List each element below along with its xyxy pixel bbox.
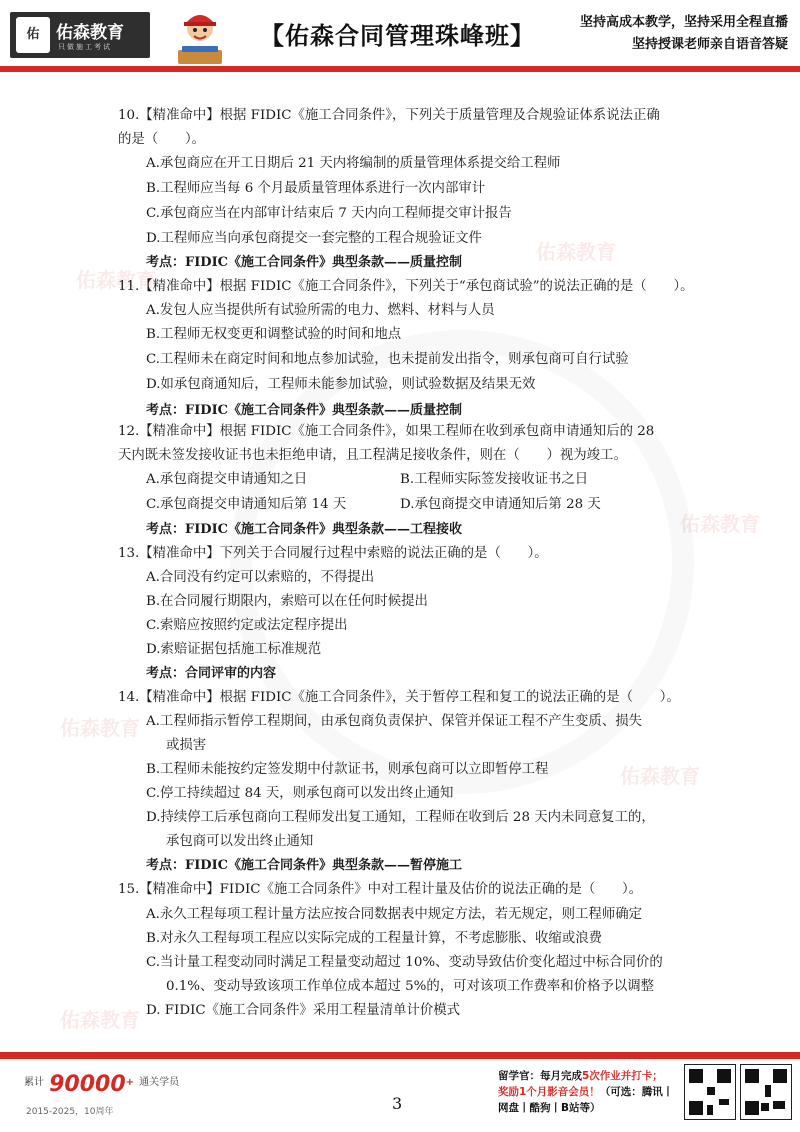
footer-divider bbox=[0, 1052, 800, 1059]
question-11-option-b: B.工程师无权变更和调整试验的时间和地点 bbox=[146, 327, 402, 342]
question-12-note: 考点：FIDIC《施工合同条件》典型条款——工程接收 bbox=[146, 522, 463, 537]
header-divider bbox=[0, 66, 800, 72]
question-10-option-c: C.承包商应当在内部审计结束后 7 天内向工程师提交审计报告 bbox=[146, 206, 512, 221]
count-value: 90000 bbox=[49, 1072, 126, 1097]
question-14-stem: 14.【精准命中】根据 FIDIC《施工合同条件》，关于暂停工程和复工的说法正确的是（ ）。 bbox=[118, 690, 680, 705]
anniversary-years: 2015-2025，10周年 bbox=[26, 1107, 114, 1117]
question-15-option-b: B.对永久工程每项工程应以实际完成的工程量计算，不考虑膨胀、收缩或浪费 bbox=[146, 931, 602, 946]
question-12-option-d: D.承包商提交申请通知后第 28 天 bbox=[400, 497, 601, 512]
question-14-option-c: C.停工持续超过 84 天，则承包商可以发出终止通知 bbox=[146, 786, 454, 801]
watermark: 佑森教育 bbox=[76, 268, 156, 292]
question-13-note: 考点：合同评审的内容 bbox=[146, 666, 277, 681]
header-slogan bbox=[580, 12, 788, 56]
page-title: 【佑森合同管理珠峰班】 bbox=[260, 22, 535, 50]
slogan-line-2: 坚持授课老师亲自语音答疑 bbox=[631, 37, 788, 52]
question-14-option-d-cont: 承包商可以发出终止通知 bbox=[166, 834, 314, 849]
count-plus: + bbox=[125, 1077, 135, 1088]
question-12-stem: 12.【精准命中】根据 FIDIC《施工合同条件》，如果工程师在收到承包商申请通知后的 28 bbox=[118, 424, 655, 439]
question-13-option-d: D.索赔证据包括施工标准规范 bbox=[146, 642, 322, 657]
question-14-option-a: A.工程师指示暂停工程期间，由承包商负责保护、保管并保证工程不产生变质、损失 bbox=[146, 714, 642, 729]
question-11-option-c: C.工程师未在商定时间和地点参加试验，也未提前发出指令，则承包商可自行试验 bbox=[146, 352, 629, 367]
question-10-stem-cont: 的是（ ）。 bbox=[118, 132, 206, 147]
question-13-stem: 13.【精准命中】下列关于合同履行过程中索赔的说法正确的是（ ）。 bbox=[118, 546, 548, 561]
question-11-stem: 11.【精准命中】根据 FIDIC《施工合同条件》，下列关于“承包商试验”的说法正确的是（ ）。 bbox=[118, 279, 694, 294]
question-10-option-b: B.工程师应当每 6 个月最质量管理体系进行一次内部审计 bbox=[146, 181, 486, 196]
question-10-option-a: A.承包商应在开工日期后 21 天内将编制的质量管理体系提交给工程师 bbox=[146, 156, 561, 171]
question-10-note: 考点：FIDIC《施工合同条件》典型条款——质量控制 bbox=[146, 255, 463, 270]
watermark: 佑森教育 bbox=[60, 716, 140, 740]
question-15-option-c-cont: 0.1%、变动导致该项工作单位成本超过 5%的，可对该项工作费率和价格予以调整 bbox=[166, 979, 655, 994]
question-11-option-d: D.如承包商通知后，工程师未能参加试验，则试验数据及结果无效 bbox=[146, 377, 536, 392]
question-12-option-a: A.承包商提交申请通知之日 bbox=[146, 472, 308, 487]
question-10-option-d: D.工程师应当向承包商提交一套完整的工程合规验证文件 bbox=[146, 231, 482, 246]
question-10-stem: 10.【精准命中】根据 FIDIC《施工合同条件》，下列关于质量管理及合规验证体系说法正确 bbox=[118, 108, 660, 123]
question-15-option-a: A.永久工程每项工程计量方法应按合同数据表中规定方法，若无规定，则工程师确定 bbox=[146, 907, 642, 922]
promo-suffix: （可选：腾讯丨网盘丨酷狗丨B站等） bbox=[498, 1086, 674, 1114]
logo-name: 佑森教育 bbox=[56, 23, 124, 43]
slogan-line-1: 坚持高成本教学，坚持采用全程直播 bbox=[579, 15, 788, 30]
question-13-option-c: C.索赔应按照约定或法定程序提出 bbox=[146, 618, 348, 633]
question-15-stem: 15.【精准命中】FIDIC《施工合同条件》中对工程计量及估价的说法正确的是（ ）。 bbox=[118, 882, 643, 897]
question-12-stem-cont: 天内既未签发接收证书也未拒绝申请，且工程满足接收条件，则在（ ）视为竣工。 bbox=[118, 448, 627, 463]
mascot-icon bbox=[172, 6, 228, 68]
question-12-option-c: C.承包商提交申请通知后第 14 天 bbox=[146, 497, 347, 512]
logo-slogan: 只做施工考试 bbox=[58, 43, 112, 51]
question-11-option-a: A.发包人应当提供所有试验所需的电力、燃料、材料与人员 bbox=[146, 303, 495, 318]
question-14-option-d: D.持续停工后承包商向工程师发出复工通知，工程师在收到后 28 天内未同意复工的， bbox=[146, 810, 655, 825]
question-15-option-d: D. FIDIC《施工合同条件》采用工程量清单计价模式 bbox=[146, 1003, 461, 1018]
promo-highlight-1: 5次作业并打卡； bbox=[582, 1070, 663, 1082]
count-label: 累计 bbox=[24, 1077, 44, 1088]
promo-highlight-2: 奖励1个月影音会员！ bbox=[498, 1086, 600, 1098]
question-11-note: 考点：FIDIC《施工合同条件》典型条款——质量控制 bbox=[146, 403, 463, 418]
question-14-option-a-cont: 或损害 bbox=[166, 738, 207, 753]
count-suffix: 通关学员 bbox=[139, 1077, 180, 1088]
question-12-option-b: B.工程师实际签发接收证书之日 bbox=[400, 472, 589, 487]
question-14-note: 考点：FIDIC《施工合同条件》典型条款——暂停施工 bbox=[146, 858, 463, 873]
question-14-option-b: B.工程师未能按约定签发期中付款证书，则承包商可以立即暂停工程 bbox=[146, 762, 549, 777]
watermark: 佑森教育 bbox=[60, 1008, 140, 1032]
watermark: 佑森教育 bbox=[536, 240, 616, 264]
student-count bbox=[24, 1072, 179, 1097]
question-13-option-a: A.合同没有约定可以索赔的，不得提出 bbox=[146, 570, 375, 585]
logo-emblem-icon: 佑 bbox=[16, 17, 50, 53]
page-header bbox=[0, 0, 800, 82]
qr-code-icon bbox=[684, 1064, 736, 1120]
page-number: 3 bbox=[392, 1094, 403, 1113]
question-15-option-c: C.当计量工程变动同时满足工程量变动超过 10%、变动导致估价变化超过中标合同价的 bbox=[146, 955, 663, 970]
footer-promo bbox=[498, 1068, 680, 1116]
watermark: 佑森教育 bbox=[620, 764, 700, 788]
qr-code-icon bbox=[740, 1064, 792, 1120]
promo-prefix: 留学官：每月完成 bbox=[498, 1070, 582, 1082]
watermark: 佑森教育 bbox=[680, 512, 760, 536]
question-13-option-b: B.在合同履行期限内，索赔可以在任何时候提出 bbox=[146, 594, 428, 609]
brand-logo bbox=[10, 12, 150, 58]
